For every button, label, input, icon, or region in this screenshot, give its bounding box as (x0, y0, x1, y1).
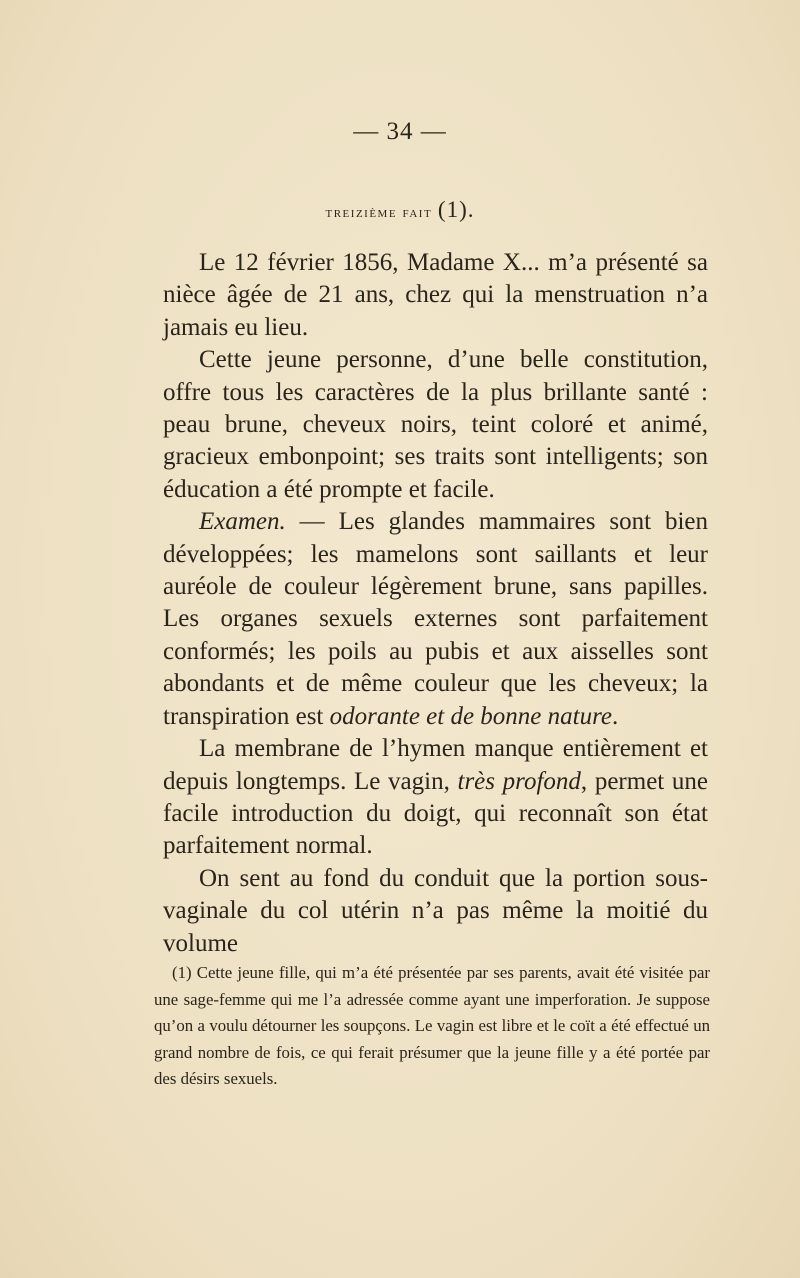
footnote-text: (1) Cette jeune fille, qui m’a été présentée par ses parents, avait été visitée par une sage-femme qui me l’a adressée comme ayant une imperforation. Je suppose qu’on a voulu détourner les soupçons. Le vagin est libre et le coït a été effectué un grand nombre de fois, ce qui ferait présumer que la jeune fille y a été portée par des désirs sexuels. (154, 963, 710, 1089)
footnote (154, 960, 710, 1093)
paragraph-hymen (163, 733, 708, 863)
paragraph-exam (163, 506, 708, 733)
exam-emphasis: odorante et de bonne nature (329, 702, 612, 730)
exam-text-1: — Les glandes mammaires sont bien développées; les mamelons sont saillants et leur auréole de couleur légèrement brune, sans papilles. Les organes sexuels externes sont parfaitement conformés; les poils au pubis et aux aisselles sont abondants et de même couleur que les cheveux; la transpiration est (163, 508, 708, 730)
paragraph-intro: Le 12 février 1856, Madame X... m’a présenté sa nièce âgée de 21 ans, chez qui la menstruation n’a jamais eu lieu. (163, 249, 708, 341)
exam-label: Examen. (199, 508, 286, 536)
section-title: treizième fait (325, 204, 433, 221)
page-number: — 34 — (353, 118, 447, 145)
body-text (163, 247, 708, 960)
exam-text-2: . (612, 702, 619, 730)
hymen-text-1: La membrane de l’hymen manque entièrement et depuis longtemps. Le vagin, (163, 735, 708, 795)
hymen-text-2: , permet une facile introduction du doigt, qui reconnaît son état parfaitement normal. (163, 767, 709, 860)
footnote-reference: (1). (437, 197, 475, 222)
paragraph-last: On sent au fond du conduit que la portion sous-vaginale du col utérin n’a pas même la moitié du volume (163, 864, 708, 957)
section-heading (0, 197, 800, 223)
hymen-emphasis: très profond (457, 767, 581, 795)
paragraph-description: Cette jeune personne, d’une belle constitution, offre tous les caractères de la plus brillante santé : peau brune, cheveux noirs, teint coloré et animé, gracieux embonpoint; ses traits sont intelligents; son éducation a été prompte et facile. (163, 346, 708, 503)
